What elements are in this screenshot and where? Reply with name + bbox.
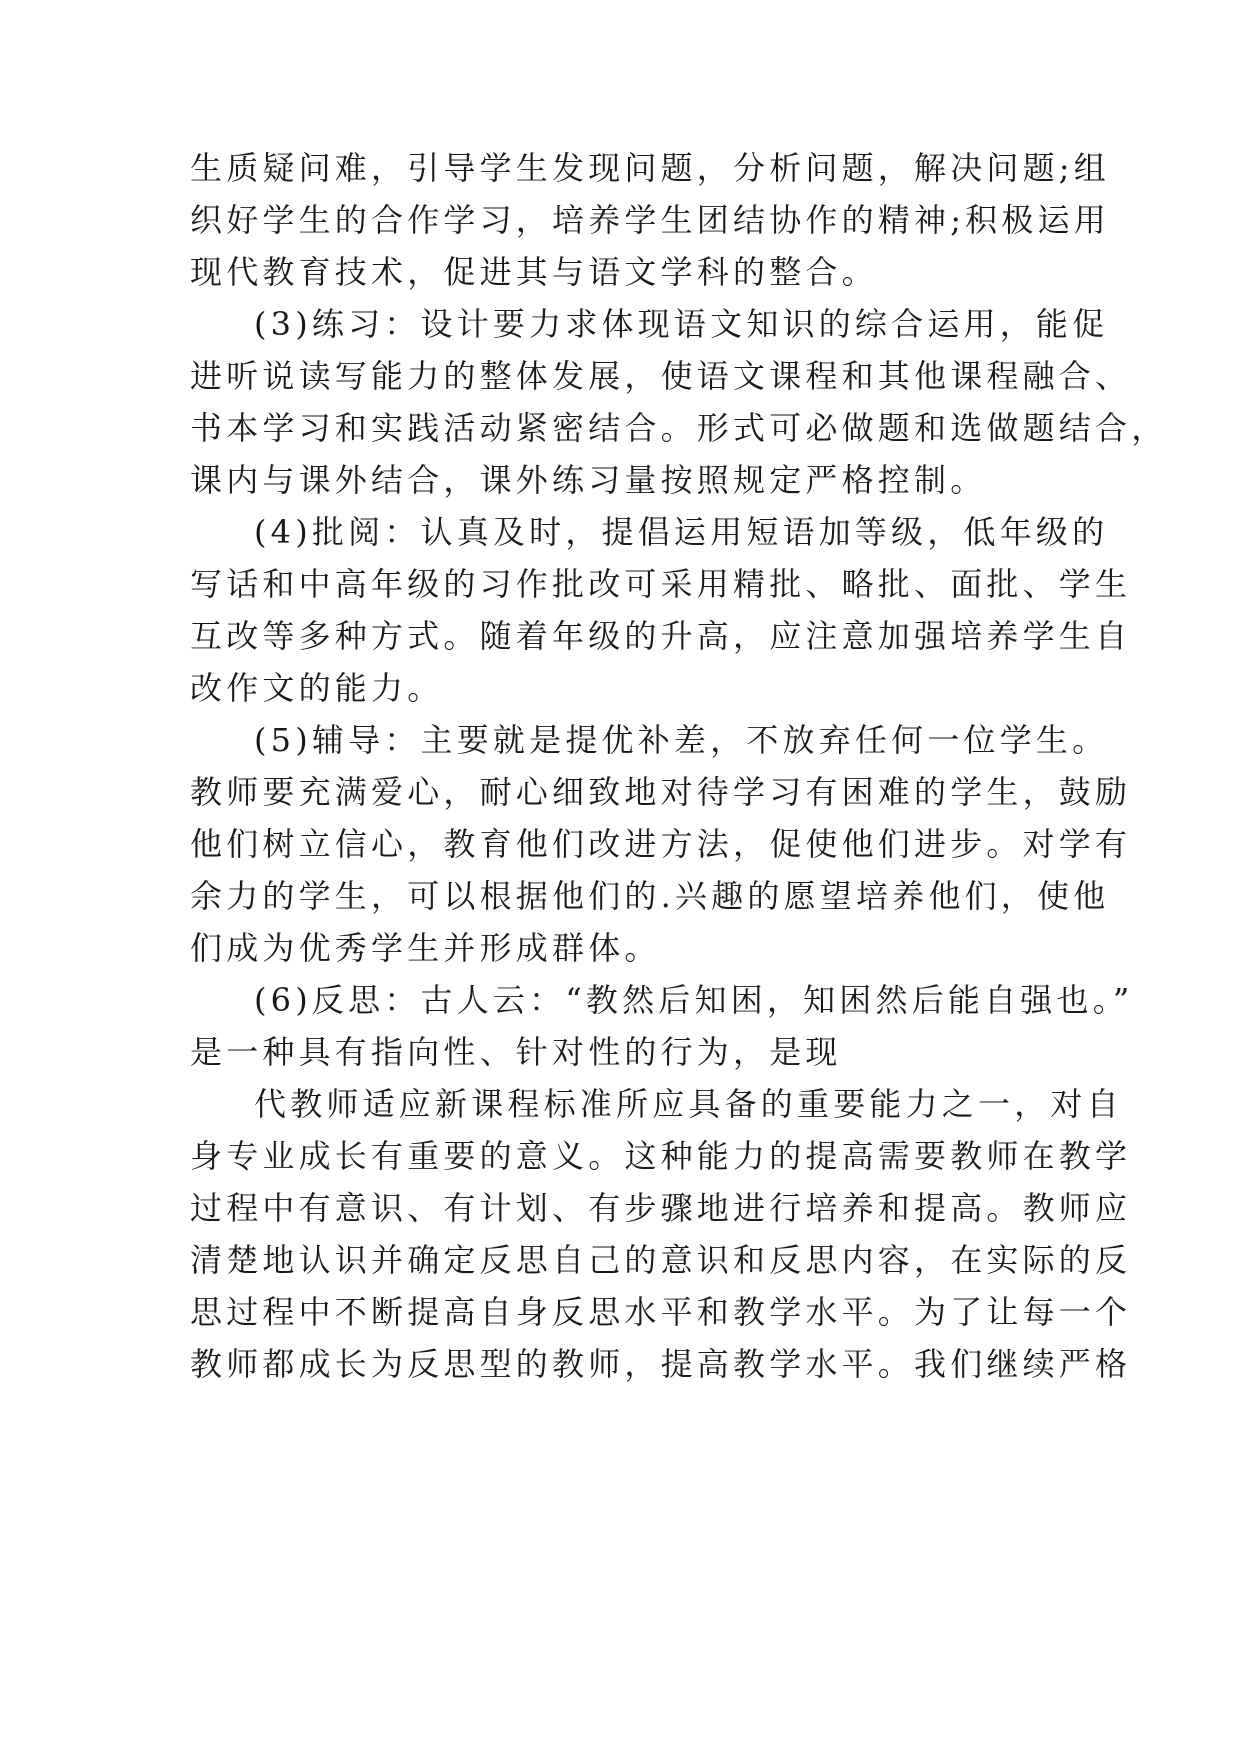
text-line: 思过程中不断提高自身反思水平和教学水平。为了让每一个 <box>190 1293 1132 1331</box>
text-line: 教师要充满爱心，耐心细致地对待学习有困难的学生，鼓励 <box>190 773 1132 811</box>
text-line: 改作文的能力。 <box>190 669 444 707</box>
text-line: 是一种具有指向性、针对性的行为，是现 <box>190 1033 842 1071</box>
text-line: 现代教育技术，促进其与语文学科的整合。 <box>190 253 878 291</box>
paragraph-first-line: (4)批阅：认真及时，提倡运用短语加等级，低年级的 <box>254 513 1109 551</box>
text-line: 课内与课外结合，课外练习量按照规定严格控制。 <box>190 461 987 499</box>
text-line: 写话和中高年级的习作批改可采用精批、略批、面批、学生 <box>190 565 1132 603</box>
text-line: 教师都成长为反思型的教师，提高教学水平。我们继续严格 <box>190 1345 1132 1383</box>
text-line: 织好学生的合作学习，培养学生团结协作的精神;积极运用 <box>190 201 1110 239</box>
paragraph-first-line: (6)反思：古人云：“教然后知困，知困然后能自强也。” <box>254 981 1134 1019</box>
text-line: 进听说读写能力的整体发展，使语文课程和其他课程融合、 <box>190 357 1132 395</box>
paragraph-first-line: (5)辅导：主要就是提优补差，不放弃任何一位学生。 <box>254 721 1109 759</box>
text-line: 们成为优秀学生并形成群体。 <box>190 929 661 967</box>
text-line: 书本学习和实践活动紧密结合。形式可必做题和选做题结合， <box>190 409 1168 447</box>
text-line: 过程中有意识、有计划、有步骤地进行培养和提高。教师应 <box>190 1189 1132 1227</box>
text-line: 余力的学生，可以根据他们的.兴趣的愿望培养他们，使他 <box>190 877 1110 915</box>
text-line: 他们树立信心，教育他们改进方法，促使他们进步。对学有 <box>190 825 1132 863</box>
text-line: 互改等多种方式。随着年级的升高，应注意加强培养学生自 <box>190 617 1132 655</box>
text-line: 生质疑问难，引导学生发现问题，分析问题，解决问题;组 <box>190 149 1110 187</box>
paragraph-first-line: (3)练习：设计要力求体现语文知识的综合运用，能促 <box>254 305 1109 343</box>
text-line: 清楚地认识并确定反思自己的意识和反思内容，在实际的反 <box>190 1241 1132 1279</box>
paragraph-first-line: 代教师适应新课程标准所应具备的重要能力之一，对自 <box>254 1085 1123 1123</box>
text-line: 身专业成长有重要的意义。这种能力的提高需要教师在教学 <box>190 1137 1132 1175</box>
